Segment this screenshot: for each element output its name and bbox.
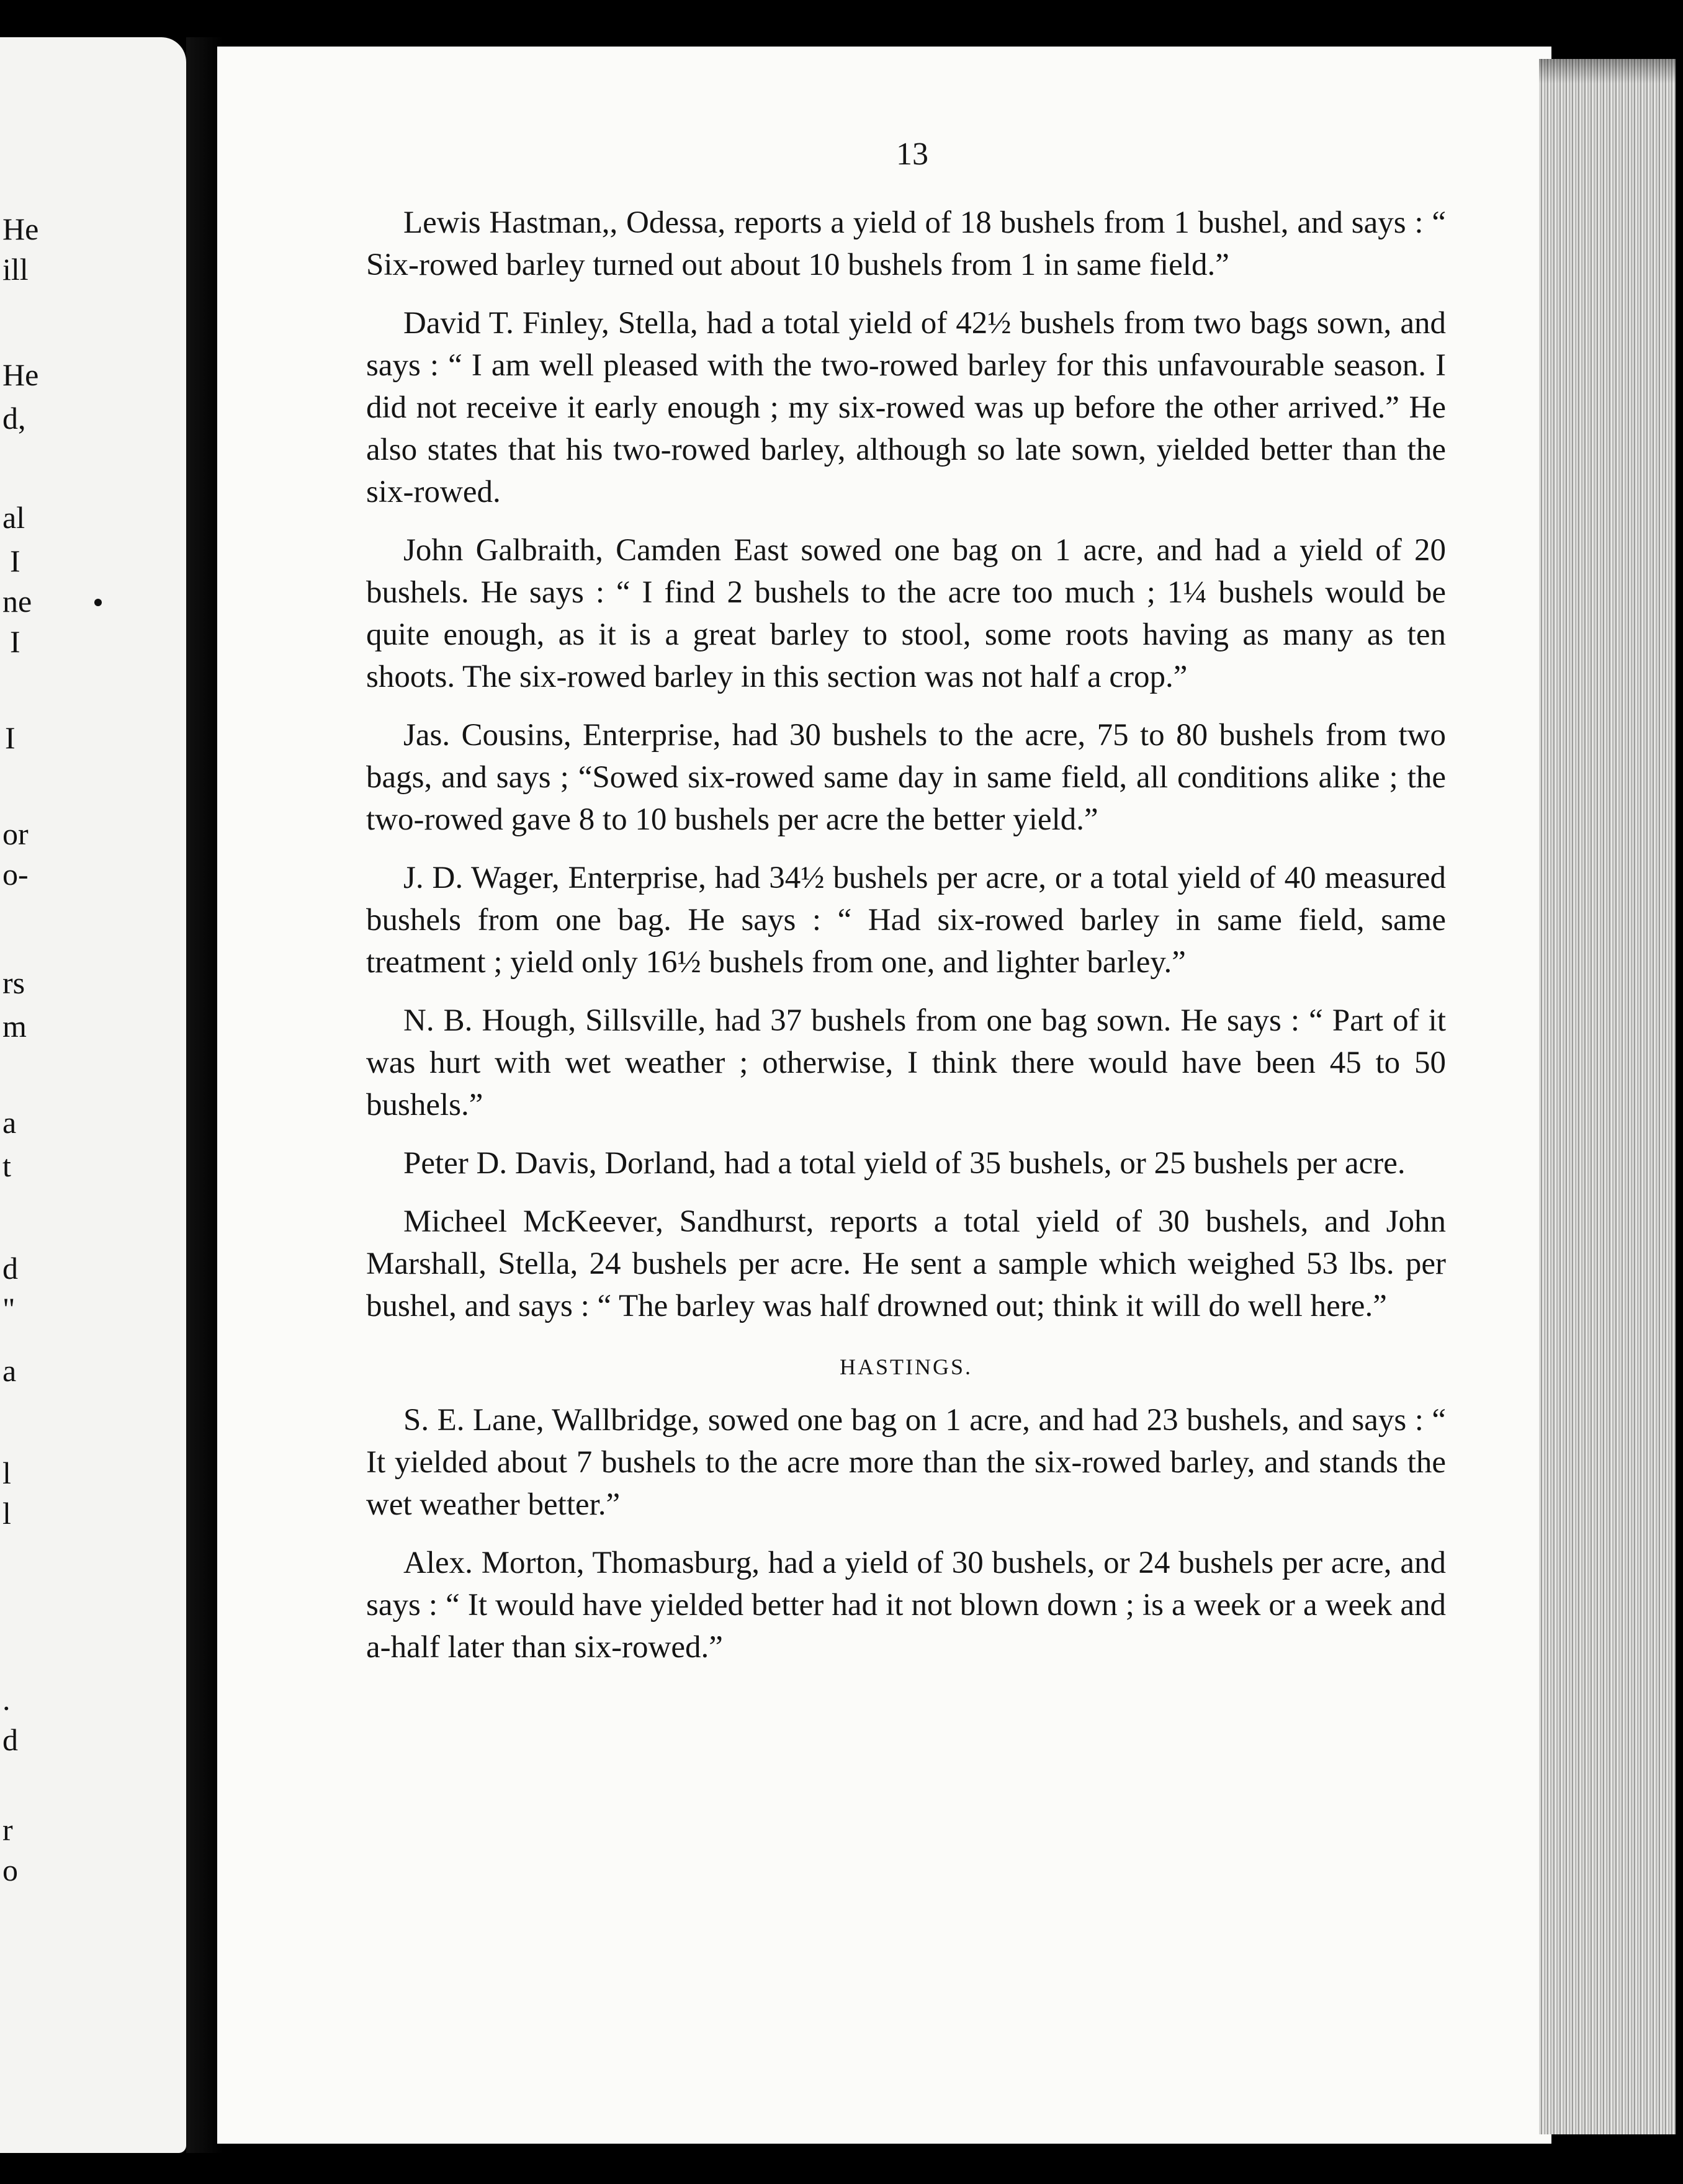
paragraph: Alex. Morton, Thomasburg, had a yield of 30 bushels, or 24 bushels per acre, and says : “ It would have yielded better had it not blown down ; is a week or a week and a-half later than six-rowed.” <box>366 1546 1446 1665</box>
left-fragment: or <box>2 817 29 851</box>
paragraph: John Galbraith, Camden East sowed one bag on 1 acre, and had a yield of 20 bushels. He says : “ I find 2 bushels to the acre too much ; 1¼ bushels would be quite enough, as it is a great barley to stool, some roots having as many as ten shoots. The six-rowed barley in this section was not half a crop.” <box>366 533 1446 694</box>
paragraph: S. E. Lane, Wallbridge, sowed one bag on 1 acre, and had 23 bushels, and says : “ It yielded about 7 bushels to the acre more than the six-rowed barley, and stands the wet weather better.” <box>366 1403 1446 1522</box>
paragraph: N. B. Hough, Sillsville, had 37 bushels from one bag sown. He says : “ Part of it was hurt with wet weather ; otherwise, I think there would have been 45 to 50 bushels.” <box>366 1003 1446 1122</box>
left-fragment: t <box>2 1148 11 1183</box>
ink-dot <box>94 599 102 606</box>
paragraph: Jas. Cousins, Enterprise, had 30 bushels to the acre, 75 to 80 bushels from two bags, and says ; “Sowed six-rowed same day in same field, all conditions alike ; the two-rowed gave 8 to 10 bushels per acre the better yield.” <box>366 718 1446 837</box>
left-fragment: He <box>2 357 39 392</box>
left-fragment: l <box>2 1456 11 1490</box>
left-fragment: I <box>10 544 20 578</box>
left-fragment: d <box>2 1722 18 1757</box>
page-edges-shadow <box>1539 59 1676 84</box>
paragraph: Micheel McKeever, Sandhurst, reports a total yield of 30 bushels, and John Marshall, Stella, 24 bushels per acre. He sent a sample which weighed 53 lbs. per bushel, and says : “ The barley was half drowned out; think it will do well here.” <box>366 1204 1446 1323</box>
left-fragment: " <box>2 1291 16 1326</box>
left-fragment: I <box>10 624 20 659</box>
left-fragment: l <box>2 1496 11 1531</box>
paragraph: Peter D. Davis, Dorland, had a total yield of 35 bushels, or 25 bushels per acre. <box>403 1146 1406 1181</box>
left-fragment: ne <box>2 584 32 619</box>
left-fragment: d <box>2 1251 18 1286</box>
paragraph: David T. Finley, Stella, had a total yield of 42½ bushels from two bags sown, and says : “ I am well pleased with the two-rowed barley for this unfavourable season. I did not receive it early enough ; my six-rowed was up before the other arrived.” He also states that his two-rowed barley, although so late sown, yielded better than the six-rowed. <box>366 306 1446 509</box>
paragraph: J. D. Wager, Enterprise, had 34½ bushels per acre, or a total yield of 40 measured bushels from one bag. He says : “ Had six-rowed barley in same field, same treatment ; yield only 16½ bushels from one, and lighter barley.” <box>366 861 1446 980</box>
left-fragment: I <box>5 720 16 755</box>
left-fragment: o- <box>2 857 29 892</box>
left-fragment: a <box>2 1105 17 1140</box>
left-facing-page <box>0 37 186 2153</box>
left-fragment: o <box>2 1853 18 1887</box>
paragraph: Lewis Hastman,, Odessa, reports a yield of 18 bushels from 1 bushel, and says : “ Six-rowed barley turned out about 10 bushels from 1 in same field.” <box>366 205 1446 282</box>
left-fragment: ill <box>2 252 29 287</box>
left-fragment: m <box>2 1009 27 1044</box>
left-page-text-fragments <box>0 37 186 2153</box>
left-fragment: r <box>2 1812 13 1847</box>
page-text-block <box>366 133 1446 1685</box>
section-heading: HASTINGS. <box>839 1354 972 1379</box>
book-page-edges <box>1539 59 1676 2134</box>
left-fragment: He <box>2 212 39 246</box>
left-fragment: rs <box>2 965 25 1000</box>
left-fragment: al <box>2 500 25 535</box>
left-fragment: d, <box>2 401 26 436</box>
left-fragment: a <box>2 1353 17 1388</box>
left-fragment: . <box>2 1682 11 1717</box>
page-number: 13 <box>896 136 928 172</box>
